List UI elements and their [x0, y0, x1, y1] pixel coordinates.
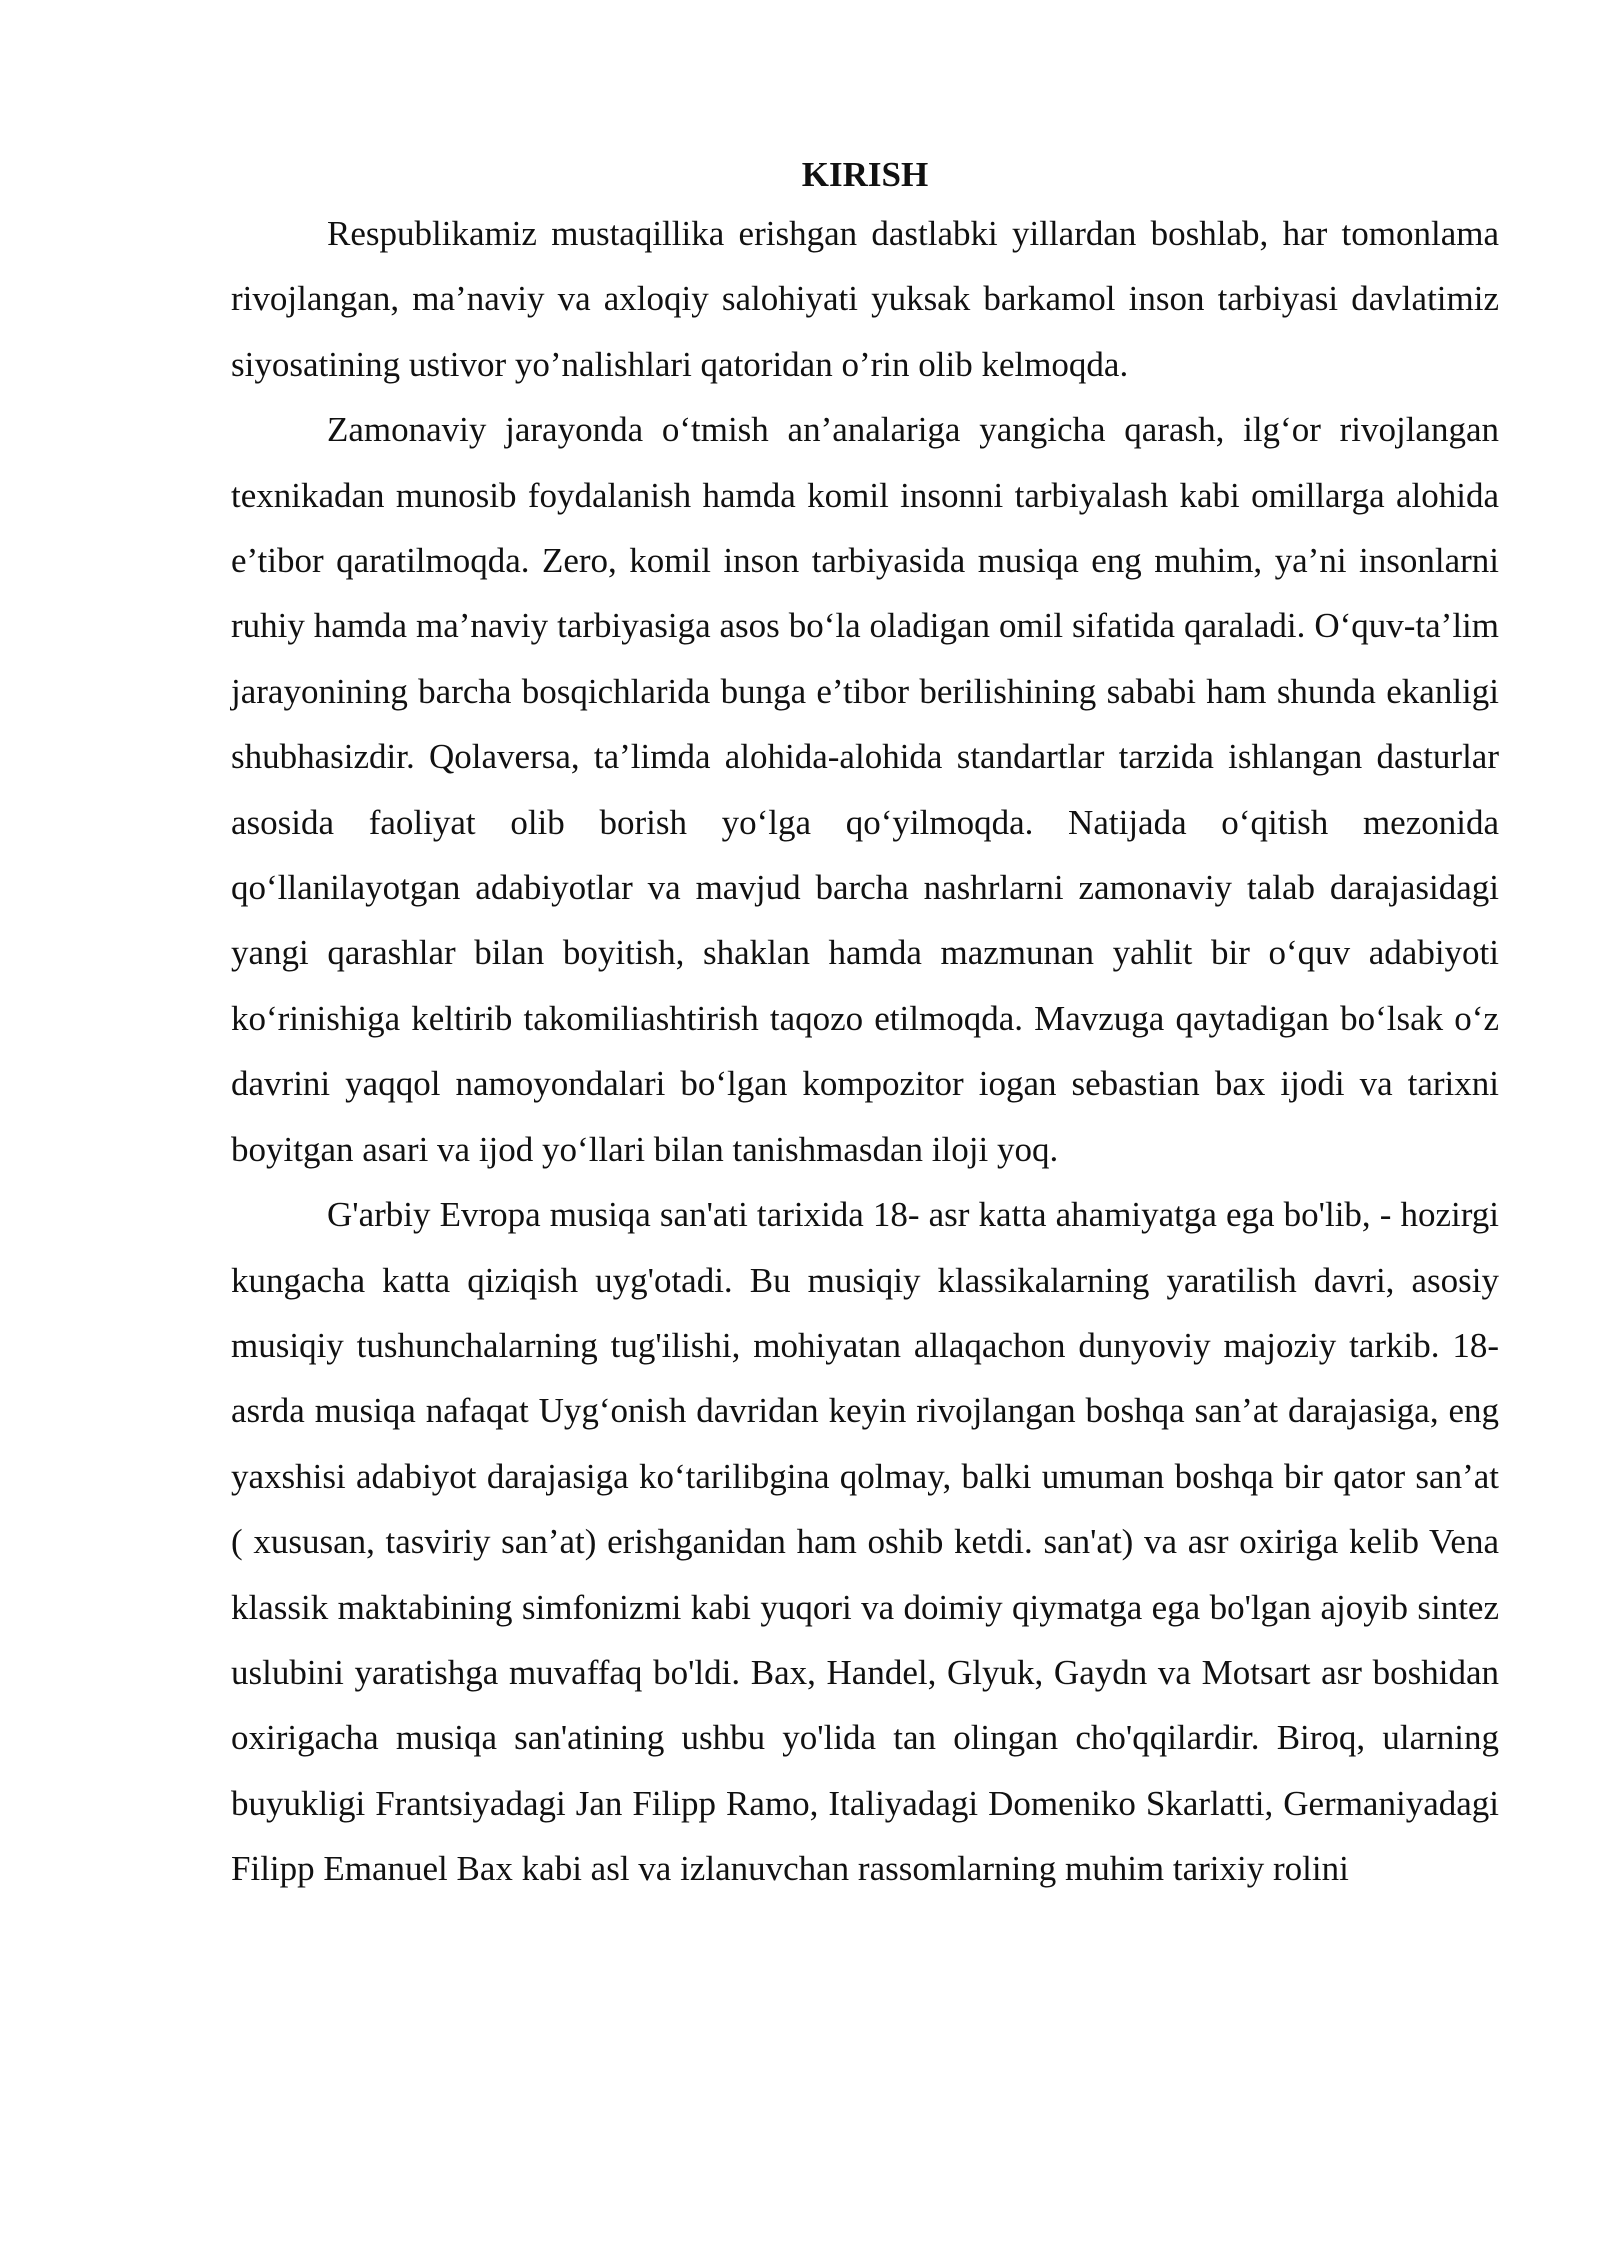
- paragraph-2: Zamonaviy jarayonda o‘tmish an’analariga yangicha qarash, ilg‘or rivojlangan texnikadan munosib foydalanish hamda komil insonni tarbiyalash kabi omillarga alohida e’tibor qaratilmoqda. Zero, komil inson tarbiyasida musiqa eng muhim, ya’ni insonlarni ruhiy hamda ma’naviy tarbiyasiga asos bo‘la oladigan omil sifatida qaraladi. O‘quv-ta’lim jarayonining barcha bosqichlarida bunga e’tibor berilishining sababi ham shunda ekanligi shubhasizdir. Qolaversa, ta’limda alohida-alohida standartlar tarzida ishlangan dasturlar asosida faoliyat olib borish yo‘lga qo‘yilmoqda. Natijada o‘qitish mezonida qo‘llanilayotgan adabiyotlar va mavjud barcha nashrlarni zamonaviy talab darajasidagi yangi qarashlar bilan boyitish, shaklan hamda mazmunan yahlit bir o‘quv adabiyoti ko‘rinishiga keltirib takomiliashtirish taqozo etilmoqda. Mavzuga qaytadigan bo‘lsak o‘z davrini yaqqol namoyondalari bo‘lgan kompozitor iogan sebastian bax ijodi va tarixni boyitgan asari va ijod yo‘llari bilan tanishmasdan iloji yoq.: [231, 410, 1499, 1169]
- paragraph-3: G'arbiy Evropa musiqa san'ati tarixida 18- asr katta ahamiyatga ega bo'lib, - hozirgi kungacha katta qiziqish uyg'otadi. Bu musiqiy klassikalarning yaratilish davri, asosiy musiqiy tushunchalarning tug'ilishi, mohiyatan allaqachon dunyoviy majoziy tarkib. 18- asrda musiqa nafaqat Uyg‘onish davridan keyin rivojlangan boshqa san’at darajasiga, eng yaxshisi adabiyot darajasiga ko‘tarilibgina qolmay, balki umuman boshqa bir qator san’at ( xususan, tasviriy san’at) erishganidan ham oshib ketdi. san'at) va asr oxiriga kelib Vena klassik maktabining simfonizmi kabi yuqori va doimiy qiymatga ega bo'lgan ajoyib sintez uslubini yaratishga muvaffaq bo'ldi. Bax, Handel, Glyuk, Gaydn va Motsart asr boshidan oxirigacha musiqa san'atining ushbu yo'lida tan olingan cho'qqilardir. Biroq, ularning buyukligi Frantsiyadagi Jan Filipp Ramo, Italiyadagi Domeniko Skarlatti, Germaniyadagi Filipp Emanuel Bax kabi asl va izlanuvchan rassomlarning muhim tarixiy rolini: [231, 1195, 1499, 1889]
- paragraph-1: Respublikamiz mustaqillika erishgan dastlabki yillardan boshlab, har tomonlama rivojlangan, ma’naviy va axloqiy salohiyati yuksak barkamol inson tarbiyasi davlatimiz siyosatining ustivor yo’nalishlari qatoridan o’rin olib kelmoqda.: [231, 214, 1499, 384]
- page-title: KIRISH: [801, 155, 929, 194]
- document-body: [231, 149, 1499, 1902]
